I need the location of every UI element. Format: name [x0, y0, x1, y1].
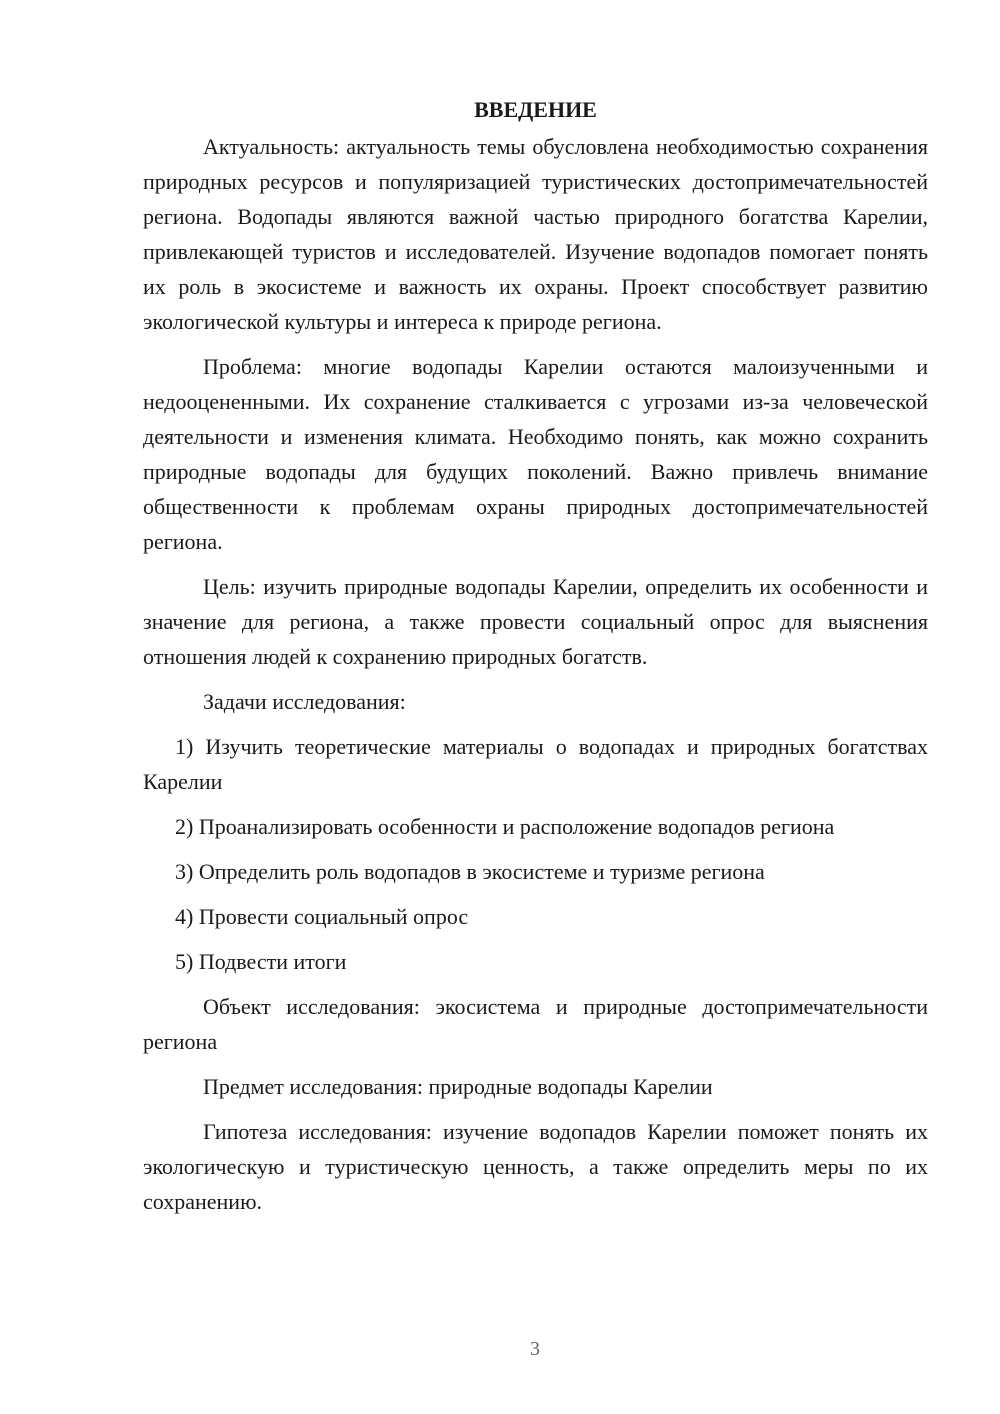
paragraph-hypothesis: Гипотеза исследования: изучение водопадов Карелии поможет понять их экологическую и туристическую ценность, а также определить меры по их сохранению.: [143, 1119, 928, 1214]
paragraph-goal: Цель: изучить природные водопады Карелии, определить их особенности и значение для региона, а также провести социальный опрос для выяснения отношения людей к сохранению природных богатств.: [143, 574, 928, 669]
tasks-heading: Задачи исследования:: [203, 689, 406, 714]
task-item-5: 5) Подвести итоги: [175, 949, 347, 974]
task-item-1: 1) Изучить теоретические материалы о водопадах и природных богатствах Карелии: [143, 734, 928, 794]
paragraph-problem: Проблема: многие водопады Карелии остаются малоизученными и недооцененными. Их сохранение сталкивается с угрозами из-за человеческой деятельности и изменения климата. Необходимо понять, как можно сохранить природные водопады для будущих поколений. Важно привлечь внимание общественности к проблемам охраны природных достопримечательностей региона.: [143, 354, 928, 554]
page-number: 3: [530, 1338, 540, 1360]
task-item-4: 4) Провести социальный опрос: [175, 904, 469, 929]
paragraph-subject: Предмет исследования: природные водопады Карелии: [203, 1074, 713, 1099]
section-title: ВВЕДЕНИЕ: [474, 97, 597, 122]
paragraph-object: Объект исследования: экосистема и природные достопримечательности региона: [143, 994, 928, 1054]
document-body: [143, 92, 928, 1229]
paragraph-actuality: Актуальность: актуальность темы обусловлена необходимостью сохранения природных ресурсов и популяризацией туристических достопримечательностей региона. Водопады являются важной частью природного богатства Карелии, привлекающей туристов и исследователей. Изучение водопадов помогает понять их роль в экосистеме и важность их охраны. Проект способствует развитию экологической культуры и интереса к природе региона.: [143, 134, 928, 334]
task-item-2: 2) Проанализировать особенности и расположение водопадов региона: [175, 814, 835, 839]
task-item-3: 3) Определить роль водопадов в экосистеме и туризме региона: [175, 859, 765, 884]
